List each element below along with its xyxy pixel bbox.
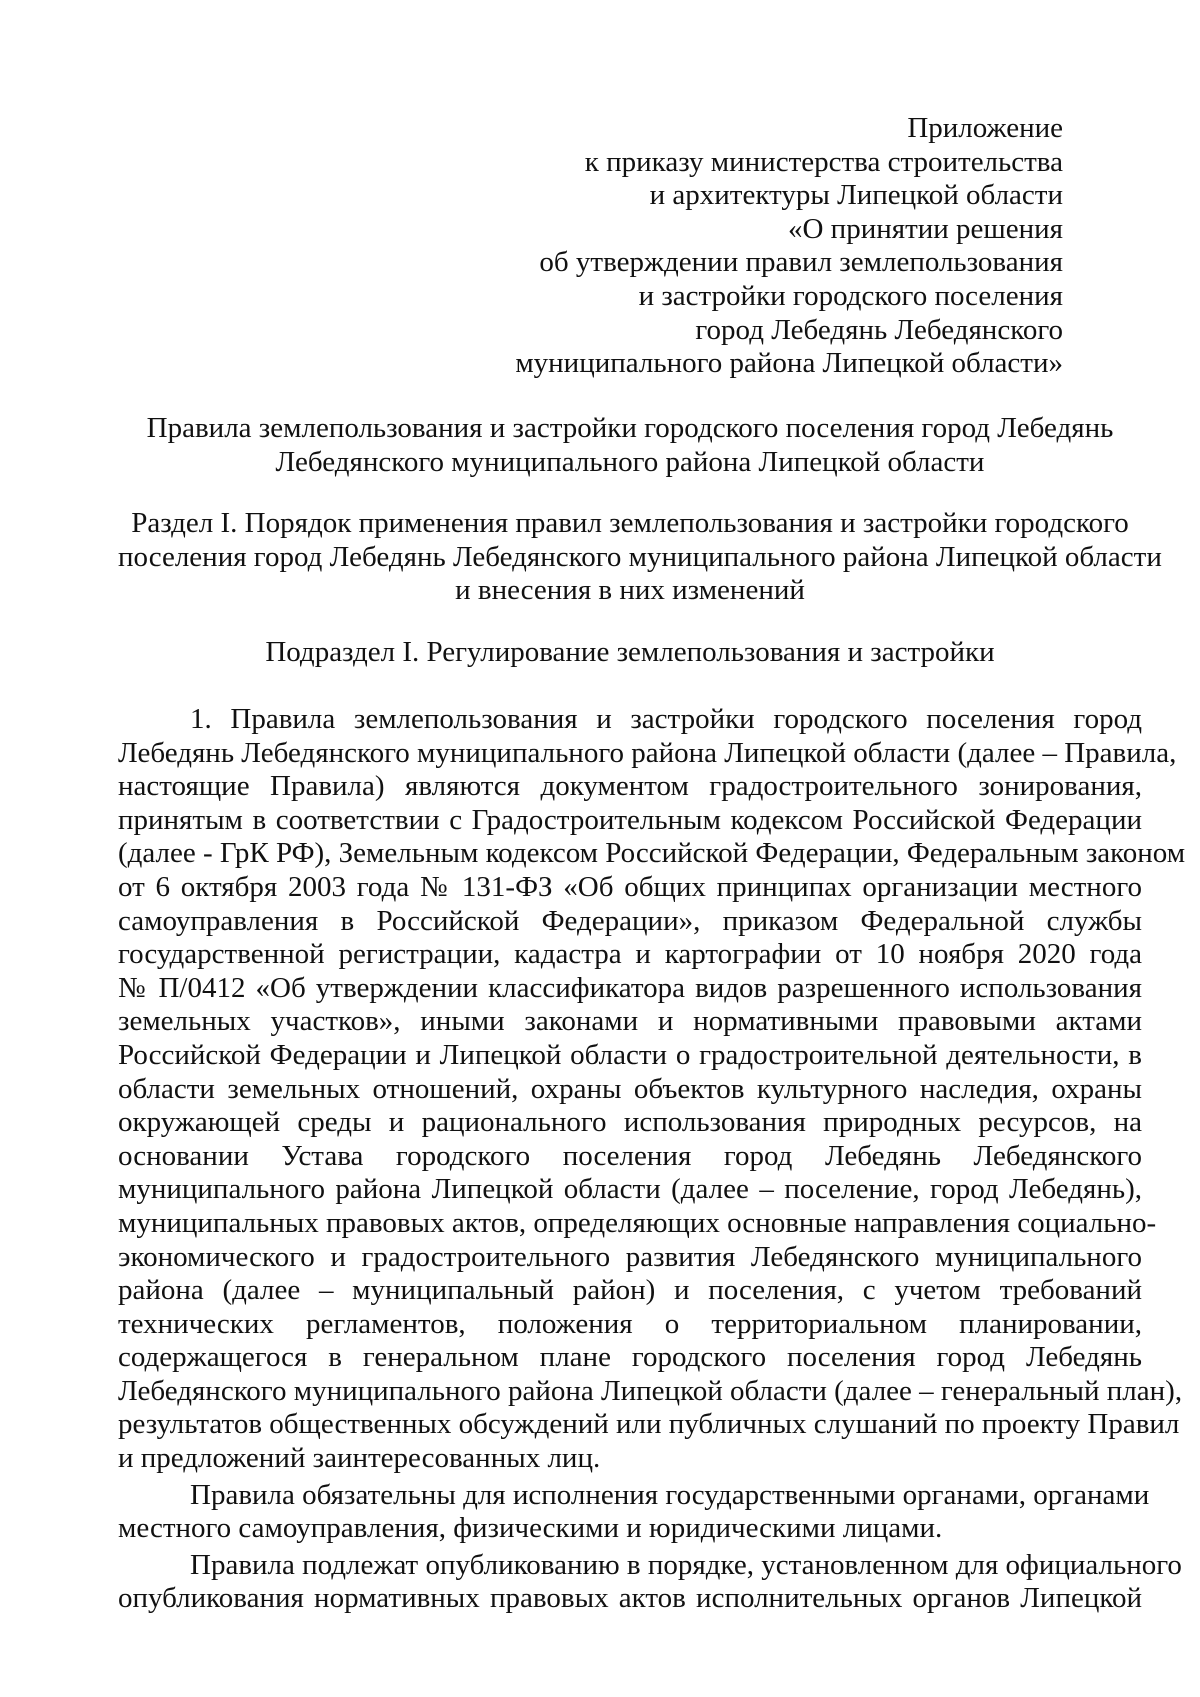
paragraph-line: Лебедянь Лебедянского муниципального района Липецкой области (далее – Правила, (118, 736, 1177, 769)
paragraph-line: области земельных отношений, охраны объектов культурного наследия, охраны (118, 1072, 1142, 1105)
paragraph-line: и предложений заинтересованных лиц. (118, 1442, 601, 1475)
appendix-line: Приложение (907, 112, 1063, 144)
document-title (118, 412, 1142, 479)
section-title-line: Раздел I. Порядок применения правил землепользования и застройки городского (131, 507, 1129, 539)
paragraph-line: принятым в соответствии с Градостроительным кодексом Российской Федерации (118, 803, 1142, 836)
document-title-line: Правила землепользования и застройки городского поселения город Лебедянь (146, 412, 1114, 444)
paragraph-line: настоящие Правила) являются документом градостроительного зонирования, (118, 770, 1142, 803)
section-title-line: поселения город Лебедянь Лебедянского муниципального района Липецкой области (118, 540, 1162, 573)
appendix-line: об утверждении правил землепользования (539, 246, 1063, 279)
paragraph-line: государственной регистрации, кадастра и картографии от 10 ноября 2020 года (118, 938, 1142, 971)
paragraph-3 (118, 1548, 1182, 1616)
appendix-line: к приказу министерства строительства (584, 145, 1063, 178)
paragraph-line: основании Устава городского поселения город Лебедянь Лебедянского (118, 1139, 1142, 1172)
paragraph-line: местного самоуправления, физическими и юридическими лицами. (118, 1512, 943, 1545)
subsection-title-line: Подраздел I. Регулирование землепользования и застройки (265, 636, 995, 668)
subsection-title (118, 636, 1142, 670)
paragraph-line: от 6 октября 2003 года № 131-ФЗ «Об общих принципах организации местного (118, 870, 1142, 903)
paragraph-line: самоуправления в Российской Федерации», приказом Федеральной службы (118, 904, 1142, 937)
paragraph-line: технических регламентов, положения о территориальном планировании, (118, 1307, 1142, 1340)
paragraph-line: Российской Федерации и Липецкой области о градостроительной деятельности, в (118, 1038, 1142, 1071)
section-title (118, 507, 1162, 608)
paragraph-line: земельных участков», иными законами и нормативными правовыми актами (118, 1005, 1142, 1038)
appendix-header (503, 112, 1063, 381)
body-text (118, 703, 1186, 1619)
paragraph-line: муниципальных правовых актов, определяющих основные направления социально- (118, 1206, 1157, 1239)
paragraph-line: результатов общественных обсуждений или публичных слушаний по проекту Правил (118, 1408, 1180, 1441)
appendix-line: и застройки городского поселения (638, 279, 1063, 312)
paragraph-line: содержащегося в генеральном плане городского поселения город Лебедянь (118, 1341, 1142, 1374)
paragraph-line: (далее - ГрК РФ), Земельным кодексом Российской Федерации, Федеральным законом (118, 837, 1186, 870)
section-title-line: и внесения в них изменений (455, 574, 805, 607)
appendix-line: муниципального района Липецкой области» (515, 347, 1063, 380)
paragraph-1 (118, 703, 1186, 1476)
paragraph-line: Правила обязательны для исполнения государственными органами, органами (190, 1478, 1150, 1511)
appendix-line: город Лебедянь Лебедянского (695, 313, 1063, 346)
paragraph-line: № П/0412 «Об утверждении классификатора видов разрешенного использования (118, 971, 1142, 1004)
paragraph-line: экономического и градостроительного развития Лебедянского муниципального (118, 1240, 1142, 1273)
appendix-line: и архитектуры Липецкой области (649, 179, 1063, 212)
paragraph-line: района (далее – муниципальный район) и поселения, с учетом требований (118, 1274, 1142, 1307)
paragraph-line: окружающей среды и рационального использования природных ресурсов, на (118, 1106, 1142, 1139)
paragraph-line: 1. Правила землепользования и застройки городского поселения город (190, 703, 1142, 735)
paragraph-line: Правила подлежат опубликованию в порядке, установленном для официального (190, 1548, 1182, 1581)
document-title-line: Лебедянского муниципального района Липецкой области (275, 445, 985, 478)
paragraph-2 (118, 1478, 1150, 1546)
paragraph-line: Лебедянского муниципального района Липецкой области (далее – генеральный план), (118, 1374, 1183, 1407)
paragraph-line: муниципального района Липецкой области (далее – поселение, город Лебедянь), (118, 1173, 1142, 1206)
paragraph-line: опубликования нормативных правовых актов исполнительных органов Липецкой (118, 1582, 1142, 1615)
appendix-line: «О принятии решения (787, 212, 1063, 245)
